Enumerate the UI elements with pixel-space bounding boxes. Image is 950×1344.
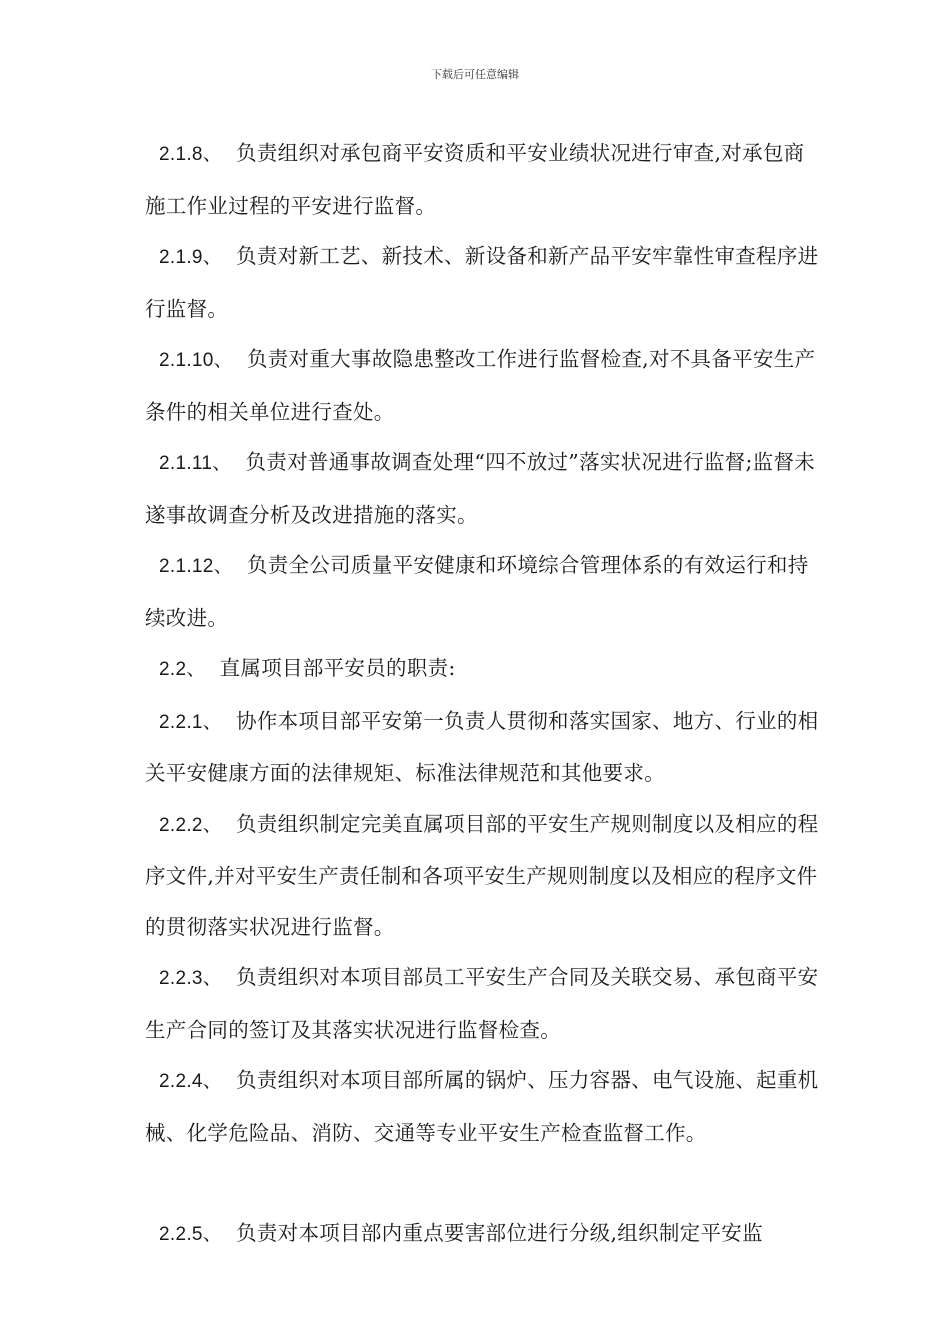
paragraph-2-2-4 [145, 1055, 825, 1158]
clause-number: 2.2、 [159, 659, 206, 680]
clause-number: 2.2.2、 [159, 814, 223, 836]
clause-text: 负责全公司质量平安健康和环境综合管理体系的有效运行和持续改进。 [145, 553, 809, 630]
clause-text: 负责对普通事故调查处理“四不放过”落实状况进行监督;监督未遂事故调查分析及改进措施的落实。 [145, 450, 816, 527]
clause-number: 2.1.9、 [159, 247, 223, 268]
paragraph-2-1-9 [145, 231, 825, 334]
paragraph-2-2-1 [145, 696, 825, 799]
clause-text: 负责对新工艺、新技术、新设备和新产品平安牢靠性审查程序进行监督。 [145, 244, 819, 321]
paragraph-2-1-11 [145, 437, 825, 540]
clause-text: 协作本项目部平安第一负责人贯彻和落实国家、地方、行业的相关平安健康方面的法律规矩、标准法律规范和其他要求。 [145, 708, 819, 785]
paragraph-2-2-3 [145, 952, 825, 1055]
paragraph-gap [145, 1158, 825, 1208]
paragraph-2-2 [145, 643, 825, 696]
clause-number: 2.2.4、 [159, 1071, 223, 1092]
paragraph-2-1-10 [145, 334, 825, 437]
clause-number: 2.1.11、 [159, 453, 232, 474]
document-body [145, 128, 825, 1261]
clause-text: 直属项目部平安员的职责: [219, 656, 456, 680]
clause-number: 2.1.10、 [159, 350, 233, 371]
clause-text: 负责组织对承包商平安资质和平安业绩状况进行审查,对承包商施工作业过程的平安进行监督。 [145, 141, 805, 218]
clause-number: 2.2.3、 [159, 968, 223, 989]
page-header-note: 下载后可任意编辑 [431, 68, 519, 81]
clause-text: 负责组织对本项目部所属的锅炉、压力容器、电气设施、起重机械、化学危险品、消防、交通等专业平安生产检查监督工作。 [145, 1068, 819, 1145]
paragraph-2-1-12 [145, 540, 825, 643]
clause-number: 2.1.12、 [159, 556, 233, 577]
paragraph-2-2-5 [145, 1208, 825, 1261]
clause-text: 负责对重大事故隐患整改工作进行监督检查,对不具备平安生产条件的相关单位进行查处。 [145, 347, 816, 424]
paragraph-2-1-8 [145, 128, 825, 231]
clause-number: 2.2.1、 [159, 711, 223, 733]
paragraph-2-2-2 [145, 799, 825, 953]
clause-number: 2.1.8、 [159, 144, 223, 165]
clause-text: 负责组织制定完美直属项目部的平安生产规则制度以及相应的程序文件,并对平安生产责任制和各项平安生产规则制度以及相应的程序文件的贯彻落实状况进行监督。 [145, 811, 819, 939]
clause-number: 2.2.5、 [159, 1224, 223, 1245]
clause-text: 负责对本项目部内重点要害部位进行分级,组织制定平安监 [236, 1221, 763, 1245]
clause-text: 负责组织对本项目部员工平安生产合同及关联交易、承包商平安生产合同的签订及其落实状况进行监督检查。 [145, 965, 819, 1042]
